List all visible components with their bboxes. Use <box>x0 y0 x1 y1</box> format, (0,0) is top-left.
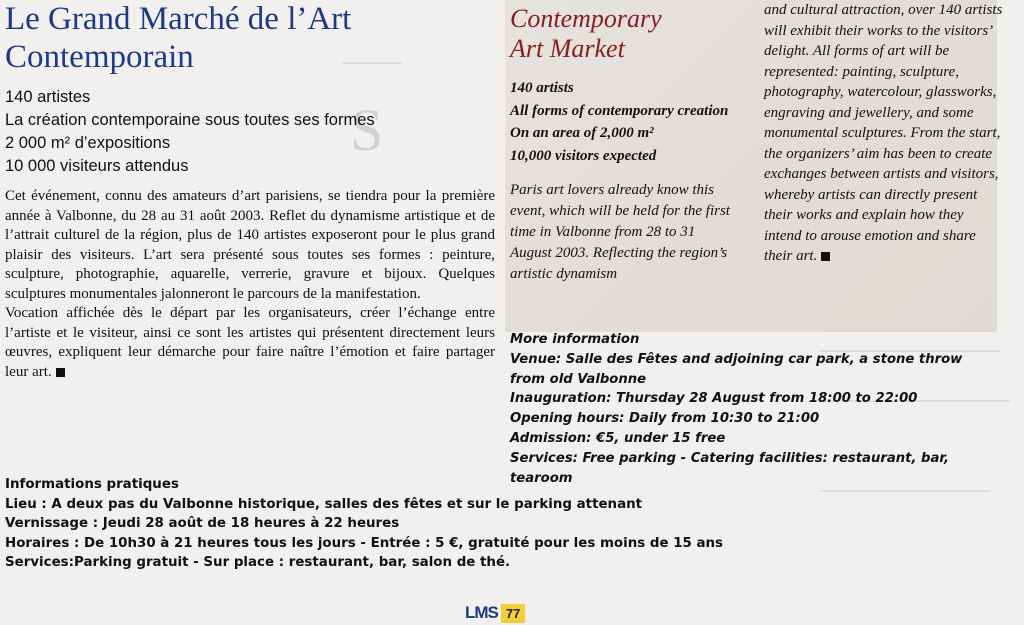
end-mark-icon <box>821 252 830 261</box>
french-title <box>5 0 495 76</box>
more-info-line: Venue: Salle des Fêtes and adjoining car park, a stone throw from old Valbonne <box>510 351 963 387</box>
french-fact: La création contemporaine sous toutes ses formes <box>5 111 375 129</box>
more-info-line: Services: Free parking - Catering facilities: restaurant, bar, tearoom <box>510 450 949 486</box>
english-body-start: Paris art lovers already know this event, which will be held for the first time in Valbonne from 28 to 31 August 2003. Reflecting the region’s artistic dynamism <box>510 182 730 282</box>
french-paragraph-1: Cet événement, connu des amateurs d’art parisiens, se tiendra pour la première année à Valbonne, du 28 au 31 août 2003. Reflet du dynamisme artistique et de l’attrait culturel de la région, plus de 140 artistes exposeront pour le plus grand plaisir des visiteurs. L’art sera présenté sous toutes ses formes : peinture, sculpture, photographie, aquarelle, verrerie, gravure et bijoux. Quelques sculptures monumentales jalonneront le parcours de la manifestation. <box>5 188 495 302</box>
more-information-heading: More information <box>510 332 640 347</box>
english-body-continued <box>764 0 1004 267</box>
info-line: Vernissage : Jeudi 28 août de 18 heures à 22 heures <box>5 516 400 531</box>
english-body-continued-text: and cultural attraction, over 140 artists will exhibit their works to the visitors’ delight. All forms of art will be represented: painting, sculpture, photography, watercolour, glassworks, engraving and jewellery, and some monumental sculptures. From the start, the organizers’ aim has been to create exchanges between artists and visitors, whereby artists can directly present their works and explain how they intend to arouse emotion and share their art. <box>764 2 1003 264</box>
page-number: 77 <box>501 604 525 623</box>
french-paragraph-2 <box>5 304 495 382</box>
end-mark-icon <box>56 368 65 377</box>
more-info-line: Inauguration: Thursday 28 August from 18:00 to 22:00 <box>510 391 918 407</box>
french-body <box>5 187 495 382</box>
english-key-facts <box>510 77 740 167</box>
show-through-text: S <box>330 0 490 470</box>
english-title-line-2: Art Market <box>510 34 625 63</box>
practical-information <box>5 475 805 573</box>
french-article <box>5 0 495 382</box>
info-line: Horaires : De 10h30 à 21 heures tous les jours - Entrée : 5 €, gratuité pour les moins de 15 ans <box>5 535 724 551</box>
french-paragraph-2-text: Vocation affichée dès le départ par les organisateurs, créer l’échange entre l’artiste et le visiteur, ainsi ce sont les artistes qui présentent directement leurs œuvres, expliquent leur démarche pour faire naître l’émotion et faire partager leur art. <box>5 305 495 380</box>
more-info-line: Opening hours: Daily from 10:30 to 21:00 <box>510 411 820 427</box>
french-title-line-1: Le Grand Marché de l’Art <box>5 1 352 37</box>
more-info-line: Admission: €5, under 15 free <box>510 430 726 446</box>
more-information <box>510 330 990 488</box>
english-fact: All forms of contemporary creation <box>510 102 729 119</box>
magazine-logo: LMS <box>465 603 498 622</box>
french-key-facts <box>5 86 495 178</box>
french-title-line-2: Contemporain <box>5 39 194 75</box>
english-title-line-1: Contemporary <box>510 4 662 33</box>
info-line: Services:Parking gratuit - Sur place : restaurant, bar, salon de thé. <box>5 555 511 570</box>
info-line: Lieu : A deux pas du Valbonne historique, salles des fêtes et sur le parking attenant <box>5 496 643 512</box>
english-fact: 10,000 visitors expected <box>510 147 657 164</box>
english-fact: 140 artists <box>510 80 574 96</box>
practical-information-heading: Informations pratiques <box>5 477 179 492</box>
french-fact: 10 000 visiteurs attendus <box>5 157 189 175</box>
french-fact: 2 000 m² d’expositions <box>5 134 171 152</box>
english-article <box>510 4 740 285</box>
page-footer <box>465 602 525 624</box>
english-title <box>510 4 740 64</box>
french-fact: 140 artistes <box>5 88 91 106</box>
english-fact: On an area of 2,000 m² <box>510 125 654 141</box>
